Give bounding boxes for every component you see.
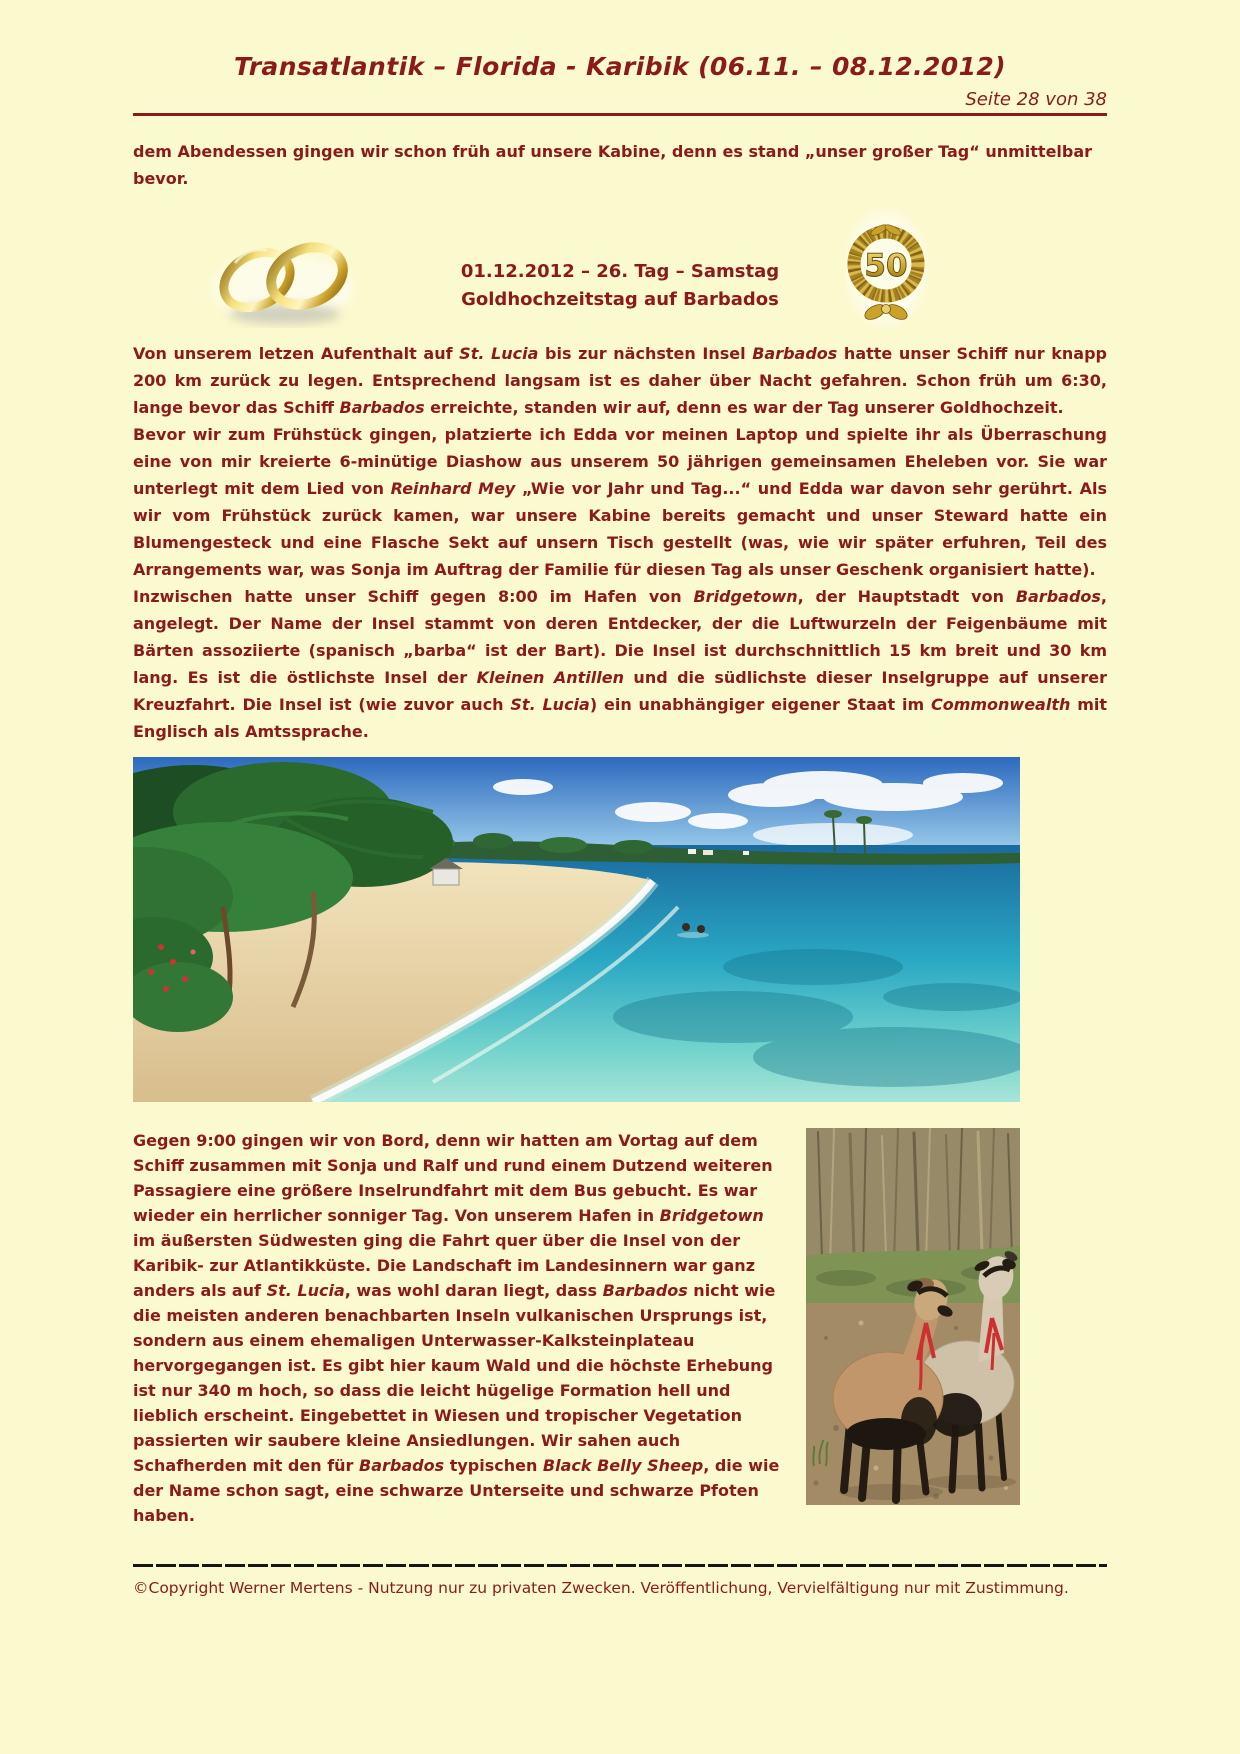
document-title: Transatlantik – Florida - Karibik (06.11. – 08.12.2012) xyxy=(234,52,1006,81)
paragraph: Von unserem letzen Aufenthalt auf St. Lucia bis zur nächsten Insel Barbados hatte unser Schiff nur knapp 200 km zurück zu legen. Entsprechend langsam ist es daher über Nacht gefahren. Schon früh um 6:30, lange bevor das Schiff Barbados erreichte, standen wir auf, denn es war der Tag unserer Goldhochzeit. xyxy=(133,344,1108,417)
black-belly-sheep-photo xyxy=(806,1128,1020,1505)
day-date-line: 01.12.2012 – 26. Tag – Samstag xyxy=(460,261,780,282)
day-heading-row xyxy=(133,206,1107,338)
copyright-text: ©Copyright Werner Mertens - Nutzung nur zu privaten Zwecken. Veröffentlichung, Vervielfältigung nur mit Zustimmung. xyxy=(133,1579,1069,1597)
page-number-indicator: Seite 28 von 38 xyxy=(965,89,1107,110)
day-title-line: Goldhochzeitstag auf Barbados xyxy=(461,289,779,310)
barbados-beach-photo xyxy=(133,757,1020,1102)
page-footer xyxy=(133,1564,1107,1602)
paragraph: Bevor wir zum Frühstück gingen, platzierte ich Edda vor meinen Laptop und spielte ihr als Überraschung eine von mir kreierte 6-minütige Diashow aus unserem 50 jährigen gemeinsamen Eheleben vor. Sie war unterlegt mit dem Lied von Reinhard Mey „Wie vor Jahr und Tag...“ und Edda war davon sehr gerührt. Als wir vom Frühstück zurück kamen, war unsere Kabine bereits gemacht und unser Steward hatte ein Blumengesteck und eine Flasche Sekt auf unsern Tisch gestellt (was, wie wir später erfuhren, Teil des Arrangements war, was Sonja im Auftrag der Familie für diesen Tag als unser Geschenk organisiert hatte). xyxy=(133,425,1107,579)
footer-separator-line xyxy=(133,1564,1107,1567)
paragraph: Inzwischen hatte unser Schiff gegen 8:00 im Hafen von Bridgetown, der Hauptstadt von Barbados, angelegt. Der Name der Insel stammt von deren Entdecker, der die Luftwurzeln der Feigenbäume mit Bärten assoziierte (spanisch „barba“ ist der Bart). Die Insel ist durchschnittlich 15 km breit und 30 km lang. Es ist die östlichste Insel der Kleinen Antillen und die südlichste dieser Inselgruppe auf unserer Kreuzfahrt. Die Insel ist (wie zuvor auch St. Lucia) ein unabhängiger eigener Staat im Commonwealth mit Englisch als Amtssprache. xyxy=(133,587,1108,741)
intro-paragraph: dem Abendessen gingen wir schon früh auf unsere Kabine, denn es stand „unser großer Tag“ unmittelbar bevor. xyxy=(133,142,1093,188)
main-text-block xyxy=(133,340,1107,745)
emblem-number-50: 50 xyxy=(864,248,908,284)
golden-50-wreath-image xyxy=(845,208,927,330)
page-header xyxy=(133,52,1107,116)
paragraph: Gegen 9:00 gingen wir von Bord, denn wir hatten am Vortag auf dem Schiff zusammen mit Sonja und Ralf und rund einem Dutzend weiteren Passagiere eine größere Inselrundfahrt mit dem Bus gebucht. Es war wieder ein herrlicher sonniger Tag. Von unserem Hafen in Bridgetown im äußersten Südwesten ging die Fahrt quer über die Insel von der Karibik- zur Atlantikküste. Die Landschaft im Landesinnern war ganz anders als auf St. Lucia, was wohl daran liegt, dass Barbados nicht wie die meisten anderen benachbarten Inseln vulkanischen Ursprungs ist, sondern aus einem ehemaligen Unterwasser-Kalksteinplateau hervorgegangen ist. Es gibt hier kaum Wald und die höchste Erhebung ist nur 340 m hoch, so dass die leicht hügelige Formation hell und lieblich erscheint. Eingebettet in Wiesen und tropischer Vegetation passierten wir saubere kleine Ansiedlungen. Wir sahen auch Schafherden mit den für Barbados typischen Black Belly Sheep, die wie der Name schon sagt, eine schwarze Unterseite und schwarze Pfoten haben. xyxy=(133,1131,780,1525)
excursion-text-block xyxy=(133,1128,788,1528)
bottom-section xyxy=(133,1128,1107,1528)
wedding-rings-image xyxy=(205,228,360,328)
